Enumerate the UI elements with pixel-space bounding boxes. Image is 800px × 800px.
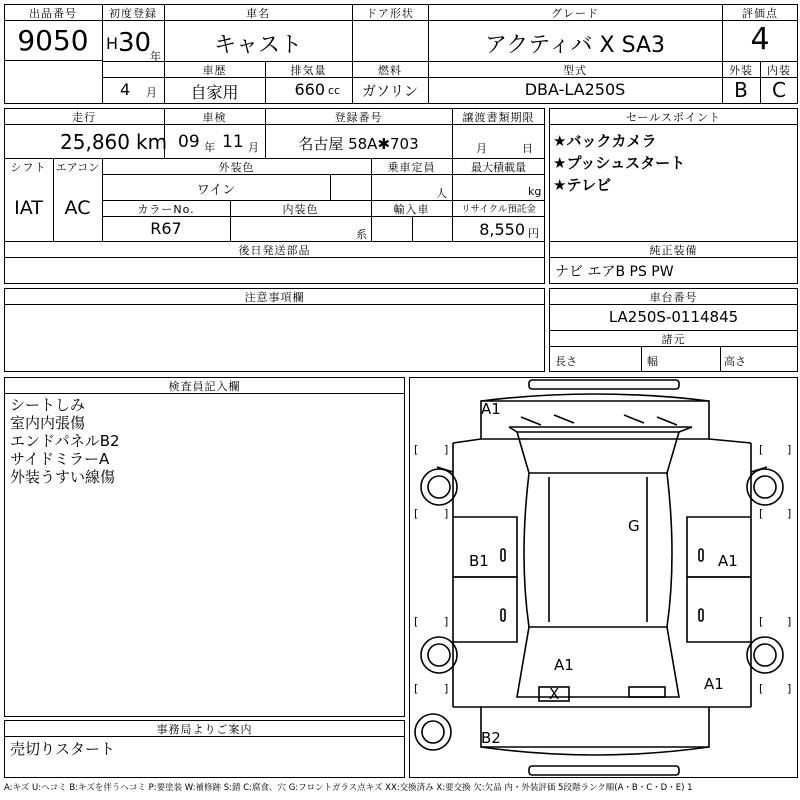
max-load-unit: kg <box>528 185 542 198</box>
ext-color-value: ワイン <box>196 183 236 198</box>
import-label: 輸入車 <box>393 203 430 216</box>
recycle-label: リサイクル預託金 <box>461 204 536 215</box>
history-value: 自家用 <box>190 83 239 102</box>
svg-text:]: ] <box>787 615 792 628</box>
inspection-month-unit: 月 <box>248 141 259 154</box>
model-code-value: DBA-LA250S <box>524 80 626 99</box>
dimensions-label: 諸元 <box>661 333 686 346</box>
inspector-label: 検査員記入欄 <box>168 380 241 393</box>
shift-value: IAT <box>14 197 43 219</box>
mileage-value: 25,860 <box>60 130 130 154</box>
recycle-unit: 円 <box>528 227 539 240</box>
inspection-label: 車検 <box>202 111 227 124</box>
damage-mark: A1 <box>718 552 738 570</box>
inspector-note-line: エンドパネルB2 <box>10 432 120 450</box>
displacement-label: 排気量 <box>290 64 327 77</box>
dim-width-label: 幅 <box>647 355 658 368</box>
inspection-year: 09 <box>178 132 200 152</box>
mileage-label: 走行 <box>72 111 96 124</box>
svg-text:[: [ <box>414 615 419 628</box>
svg-text:[: [ <box>414 507 419 520</box>
damage-mark: B2 <box>481 729 501 747</box>
score-value: 4 <box>750 22 770 57</box>
model-code-label: 型式 <box>563 64 587 77</box>
ext-color-label: 外装色 <box>218 161 255 174</box>
int-score-label: 内装 <box>767 64 791 77</box>
inspection-month: 11 <box>222 132 244 152</box>
inspection-year-unit: 年 <box>204 141 215 154</box>
first-reg-month-unit: 月 <box>146 86 157 99</box>
ext-score-label: 外装 <box>729 64 753 77</box>
svg-text:]: ] <box>444 682 449 695</box>
sales-points-label: セールスポイント <box>625 111 721 124</box>
inspector-note-line: 室内内張傷 <box>10 414 86 432</box>
sales-point-item: ★プッシュスタート <box>553 154 686 172</box>
int-color-label: 内装色 <box>282 203 319 216</box>
damage-mark: X <box>549 685 560 703</box>
sales-point-item: ★バックカメラ <box>553 132 657 150</box>
equipment-label: 純正装備 <box>649 244 698 257</box>
later-parts-label: 後日発送部品 <box>238 244 311 257</box>
max-load-label: 最大積載量 <box>471 161 526 174</box>
sales-point-item: ★テレビ <box>553 176 612 194</box>
fuel-label: 燃料 <box>378 64 402 77</box>
displacement-unit: cc <box>328 84 341 97</box>
capacity-label: 乗車定員 <box>387 161 436 174</box>
grade-label: グレード <box>551 7 599 20</box>
car-name-label: 車名 <box>246 7 270 20</box>
fuel-value: ガソリン <box>362 84 418 100</box>
legend-footer: A:キズ U:ヘコミ B:キズを伴うヘコミ P:要塗装 W:補修跡 S:錆 C:腐食、穴 G:フロントガラス点キズ XX:交換済み X:要交換 欠:欠品 内・外装評価 5段階ランク順(A・B・C・D・E) 1 <box>4 783 693 793</box>
mileage-unit: km <box>136 130 168 154</box>
ac-label: エアコン <box>55 161 100 174</box>
int-color-unit: 系 <box>356 228 367 241</box>
svg-text:]: ] <box>444 507 449 520</box>
svg-text:]: ] <box>444 615 449 628</box>
first-reg-label: 初度登録 <box>109 7 157 20</box>
chassis-value: LA250S-0114845 <box>608 308 739 326</box>
transfer-day-unit: 日 <box>522 142 533 155</box>
transfer-label: 譲渡書類期限 <box>462 111 535 124</box>
grade-value: アクティバ X SA3 <box>484 33 666 58</box>
inspector-note-line: 外装うすい線傷 <box>10 468 116 486</box>
chassis-label: 車台番号 <box>649 291 698 304</box>
damage-mark: G <box>628 517 640 535</box>
svg-text:[: [ <box>414 682 419 695</box>
first-reg-era: H <box>106 34 119 53</box>
svg-text:[: [ <box>759 507 764 520</box>
plate-label: 登録番号 <box>334 111 383 124</box>
inspector-note-line: サイドミラーA <box>10 450 110 468</box>
first-reg-month: 4 <box>120 80 131 99</box>
score-label: 評価点 <box>742 7 778 20</box>
damage-mark: B1 <box>469 552 489 570</box>
color-no-label: カラーNo. <box>137 203 195 216</box>
svg-text:[: [ <box>759 615 764 628</box>
history-label: 車歴 <box>202 64 227 77</box>
shift-label: シフト <box>10 161 47 174</box>
notes-label: 注意事項欄 <box>244 291 305 304</box>
svg-text:[: [ <box>759 682 764 695</box>
svg-text:]: ] <box>787 682 792 695</box>
svg-text:]: ] <box>787 443 792 456</box>
sales-points-list <box>553 130 685 196</box>
damage-mark: A1 <box>554 656 574 674</box>
recycle-value: 8,550 <box>479 220 525 239</box>
transfer-month-unit: 月 <box>476 142 487 155</box>
office-value: 売切りスタート <box>10 740 116 758</box>
int-score-value: C <box>772 78 786 102</box>
damage-mark: A1 <box>481 400 501 418</box>
inspector-notes <box>10 396 120 486</box>
dim-length-label: 長さ <box>555 355 577 368</box>
displacement-value: 660 <box>294 80 325 99</box>
car-diagram <box>409 377 798 778</box>
svg-text:[: [ <box>759 443 764 456</box>
first-reg-year-unit: 年 <box>150 50 161 63</box>
ext-score-value: B <box>734 78 748 102</box>
color-no-value: R67 <box>150 219 182 238</box>
lot-number: 9050 <box>17 24 89 57</box>
ac-value: AC <box>64 197 91 219</box>
inspector-note-line: シートしみ <box>10 396 86 414</box>
car-name: キャスト <box>213 33 302 58</box>
svg-text:]: ] <box>444 443 449 456</box>
dim-height-label: 高さ <box>724 355 746 368</box>
capacity-unit: 人 <box>436 187 447 200</box>
office-label: 事務局よりご案内 <box>156 723 253 736</box>
door-label: ドア形状 <box>366 7 414 20</box>
lot-label: 出品番号 <box>29 7 77 20</box>
svg-text:]: ] <box>787 507 792 520</box>
plate-value: 名古屋 58A✱703 <box>298 135 419 153</box>
first-reg-year: 30 <box>118 28 152 58</box>
damage-mark: A1 <box>704 675 724 693</box>
svg-text:[: [ <box>414 443 419 456</box>
equipment-value: ナビ エアB PS PW <box>555 264 674 280</box>
